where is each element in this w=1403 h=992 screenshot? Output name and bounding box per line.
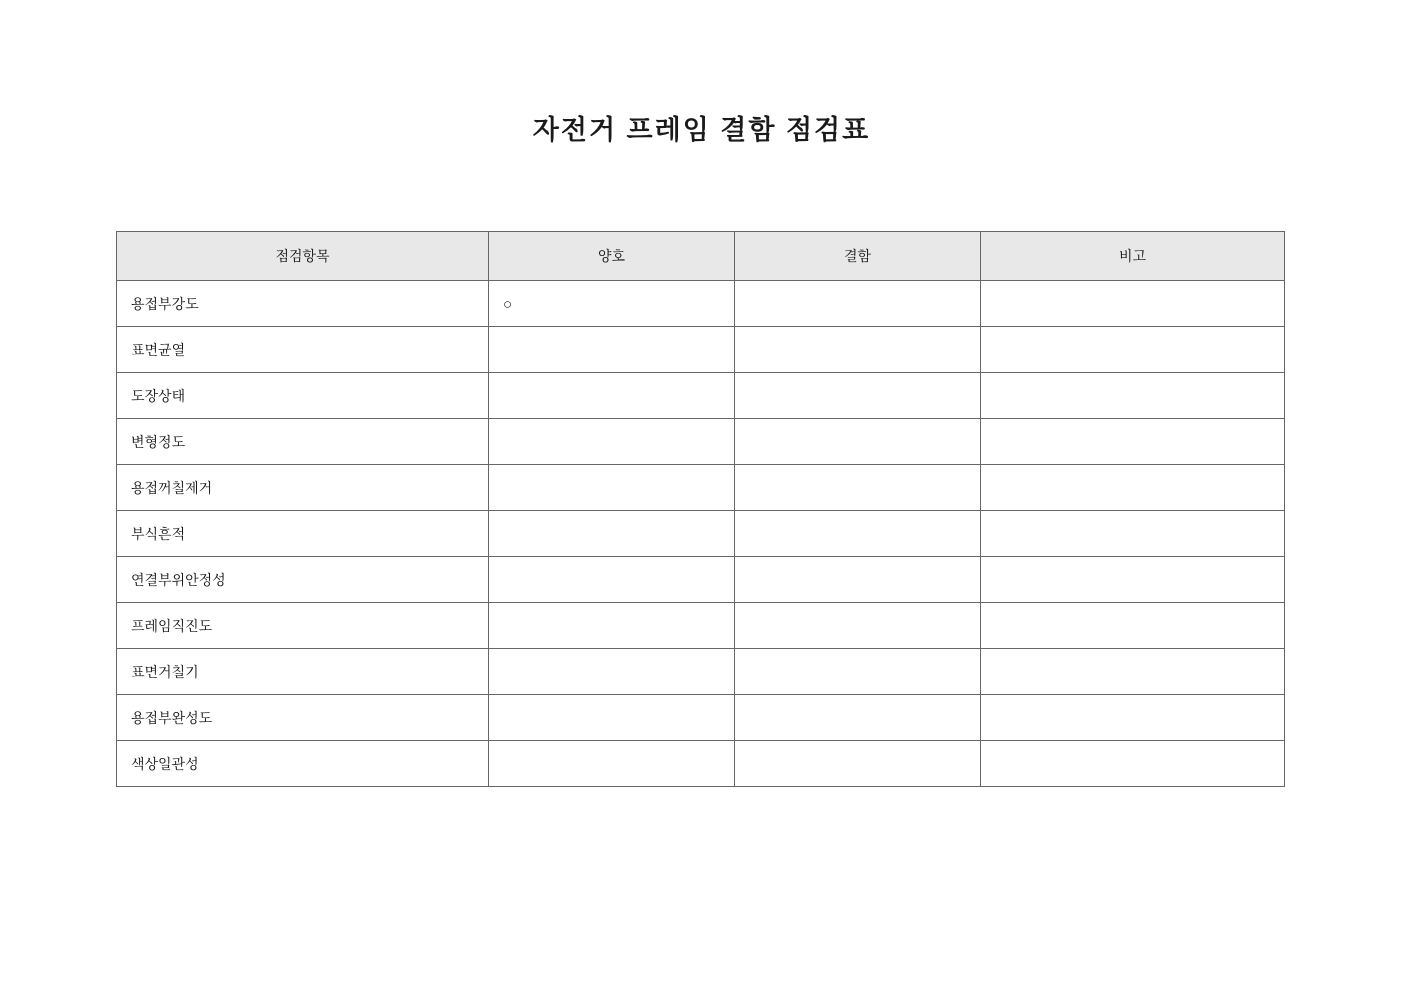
table-row: [117, 465, 1285, 511]
table-row: [117, 741, 1285, 787]
row-defect-cell[interactable]: [735, 603, 981, 649]
table-row: [117, 511, 1285, 557]
row-item-label: 용접꺼칠제거: [117, 465, 489, 511]
row-good-cell[interactable]: [489, 695, 735, 741]
row-good-cell[interactable]: [489, 603, 735, 649]
row-good-cell[interactable]: [489, 373, 735, 419]
row-item-label: 표면거칠기: [117, 649, 489, 695]
row-note-cell[interactable]: [981, 373, 1285, 419]
row-good-cell[interactable]: [489, 419, 735, 465]
column-header-note: 비고: [981, 232, 1285, 281]
row-note-cell[interactable]: [981, 649, 1285, 695]
row-defect-cell[interactable]: [735, 557, 981, 603]
row-item-label: 프레임직진도: [117, 603, 489, 649]
row-good-cell[interactable]: [489, 557, 735, 603]
row-defect-cell[interactable]: [735, 511, 981, 557]
row-good-cell[interactable]: [489, 511, 735, 557]
column-header-defect: 결함: [735, 232, 981, 281]
page-title: 자전거 프레임 결함 점검표: [532, 115, 871, 145]
row-item-label: 연결부위안정성: [117, 557, 489, 603]
circle-mark-icon: ○: [503, 295, 513, 313]
row-defect-cell[interactable]: [735, 373, 981, 419]
row-good-cell[interactable]: [489, 327, 735, 373]
row-good-cell[interactable]: [489, 649, 735, 695]
row-item-label: 색상일관성: [117, 741, 489, 787]
column-header-item: 점검항목: [117, 232, 489, 281]
row-note-cell[interactable]: [981, 557, 1285, 603]
row-item-label: 용접부완성도: [117, 695, 489, 741]
row-note-cell[interactable]: [981, 327, 1285, 373]
row-defect-cell[interactable]: [735, 741, 981, 787]
column-header-good: 양호: [489, 232, 735, 281]
table-row: [117, 281, 1285, 327]
row-note-cell[interactable]: [981, 281, 1285, 327]
row-note-cell[interactable]: [981, 695, 1285, 741]
row-note-cell[interactable]: [981, 741, 1285, 787]
table-header-row: [117, 232, 1285, 281]
row-note-cell[interactable]: [981, 419, 1285, 465]
table-body: [117, 281, 1285, 787]
checklist-table: [116, 231, 1285, 787]
table-row: [117, 557, 1285, 603]
row-item-label: 표면균열: [117, 327, 489, 373]
row-defect-cell[interactable]: [735, 695, 981, 741]
table-row: [117, 419, 1285, 465]
row-defect-cell[interactable]: [735, 419, 981, 465]
row-defect-cell[interactable]: [735, 649, 981, 695]
row-item-label: 부식흔적: [117, 511, 489, 557]
row-note-cell[interactable]: [981, 511, 1285, 557]
row-item-label: 용접부강도: [117, 281, 489, 327]
row-defect-cell[interactable]: [735, 281, 981, 327]
table-row: [117, 373, 1285, 419]
table-row: [117, 695, 1285, 741]
row-defect-cell[interactable]: [735, 465, 981, 511]
row-note-cell[interactable]: [981, 603, 1285, 649]
row-note-cell[interactable]: [981, 465, 1285, 511]
checklist-table-container: [116, 231, 1284, 787]
row-item-label: 도장상태: [117, 373, 489, 419]
row-good-cell[interactable]: [489, 281, 735, 327]
row-defect-cell[interactable]: [735, 327, 981, 373]
table-row: [117, 649, 1285, 695]
row-good-cell[interactable]: [489, 465, 735, 511]
row-good-cell[interactable]: [489, 741, 735, 787]
table-row: [117, 327, 1285, 373]
row-item-label: 변형정도: [117, 419, 489, 465]
table-row: [117, 603, 1285, 649]
table-header: [117, 232, 1285, 281]
